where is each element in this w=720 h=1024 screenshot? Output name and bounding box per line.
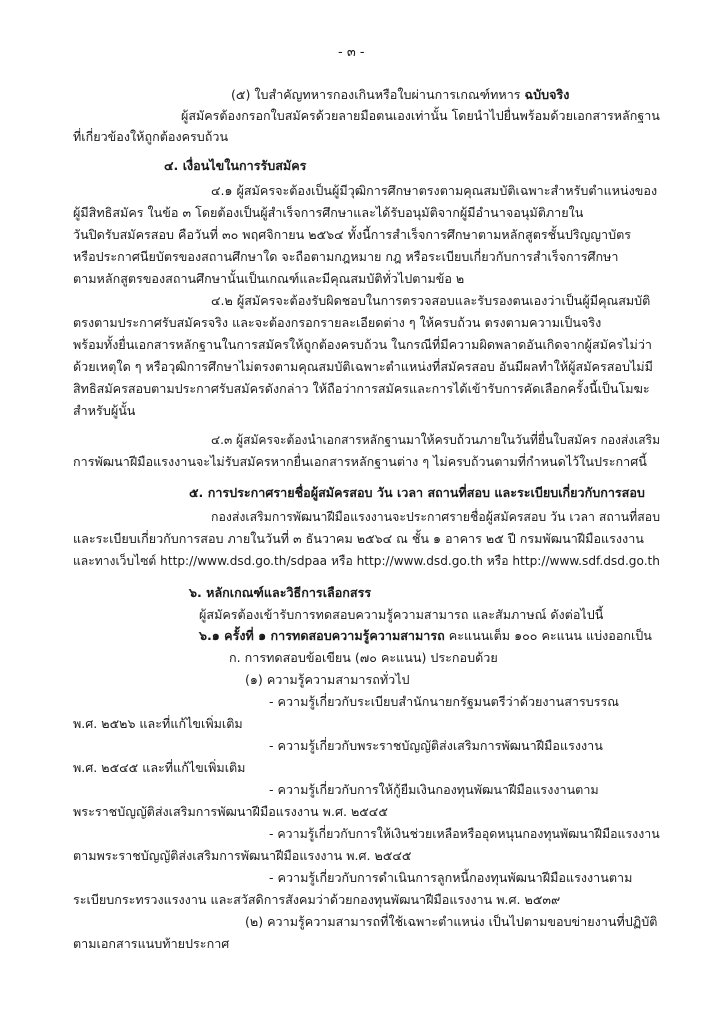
round-1 <box>199 627 652 645</box>
paragraph-line: วันปิดรับสมัครสอบ คือวันที่ ๓๐ พฤศจิกายน ๒๕๖๔ ทั้งนี้การสำเร็จการศึกษาตามหลักสูตรชั้นปริญญาบัตร <box>73 227 632 242</box>
paragraph-line: ด้วยเหตุใด ๆ หรือวุฒิการศึกษาไม่ตรงตามคุณสมบัติเฉพาะตำแหน่งที่สมัครสอบ อันมีผลทำให้ผู้สมัครสอบไม่มี <box>73 359 653 374</box>
section-5-heading: ๕. การประกาศรายชื่อผู้สมัครสอบ วัน เวลา สถานที่สอบ และระเบียบเกี่ยวกับการสอบ <box>189 485 645 500</box>
item-5-emphasis: ฉบับจริง <box>524 87 570 102</box>
paragraph-line: กองส่งเสริมการพัฒนาฝีมือแรงงานจะประกาศรายชื่อผู้สมัครสอบ วัน เวลา สถานที่สอบ <box>211 509 661 524</box>
topic-line: - ความรู้เกี่ยวกับพระราชบัญญัติส่งเสริมการพัฒนาฝีมือแรงงาน <box>269 738 603 753</box>
topic-line: - ความรู้เกี่ยวกับการดำเนินการลูกหนี้กองทุนพัฒนาฝีมือแรงงานตาม <box>269 870 633 885</box>
specific-knowledge: ตามเอกสารแนบท้ายประกาศ <box>73 936 230 951</box>
form-note-line: ที่เกี่ยวข้องให้ถูกต้องครบถ้วน <box>73 129 229 144</box>
topic-line: ระเบียบกระทรวงแรงงาน และสวัสดิการสังคมว่าด้วยกองทุนพัฒนาฝีมือแรงงาน พ.ศ. ๒๕๓๙ <box>73 892 561 907</box>
paragraph-line: ตรงตามประกาศรับสมัครจริง และจะต้องกรอกรายละเอียดต่าง ๆ ให้ครบถ้วน ตรงตามความเป็นจริง <box>73 315 602 330</box>
topic-line: ตามพระราชบัญญัติส่งเสริมการพัฒนาฝีมือแรงงาน พ.ศ. ๒๕๔๕ <box>73 848 412 863</box>
round-1-title: ๖.๑ ครั้งที่ ๑ การทดสอบความรู้ความสามารถ <box>199 628 445 643</box>
section-6-heading: ๖. หลักเกณฑ์และวิธีการเลือกสรร <box>189 585 372 600</box>
round-1-detail: คะแนนเต็ม ๑๐๐ คะแนน แบ่งออกเป็น <box>444 628 652 643</box>
paragraph-line: หรือประกาศนียบัตรของสถานศึกษาใด จะถือตามกฎหมาย กฎ หรือระเบียบเกี่ยวกับการสำเร็จการศึกษา <box>73 249 619 264</box>
section-4-heading: ๔. เงื่อนไขในการรับสมัคร <box>164 158 307 173</box>
topic-line: - ความรู้เกี่ยวกับการให้กู้ยืมเงินกองทุนพัฒนาฝีมือแรงงานตาม <box>269 782 599 797</box>
paragraph-line: พร้อมทั้งยื่นเอกสารหลักฐานในการสมัครให้ถูกต้องครบถ้วน ในกรณีที่มีความผิดพลาดอันเกิดจากผู้สมัครไม่ว่า <box>73 337 652 352</box>
general-knowledge: (๑) ความรู้ความสามารถทั่วไป <box>245 672 410 687</box>
section-6-intro: ผู้สมัครต้องเข้ารับการทดสอบความรู้ความสามารถ และสัมภาษณ์ ดังต่อไปนี้ <box>199 607 604 622</box>
page-number: - ๓ - <box>338 45 365 60</box>
topic-line: - ความรู้เกี่ยวกับระเบียบสำนักนายกรัฐมนตรีว่าด้วยงานสารบรรณ <box>269 694 619 709</box>
paragraph-line: ๔.๑ ผู้สมัครจะต้องเป็นผู้มีวุฒิการศึกษาตรงตามคุณสมบัติเฉพาะสำหรับตำแหน่งของ <box>211 183 658 198</box>
item-5 <box>231 86 569 104</box>
paragraph-line: ตามหลักสูตรของสถานศึกษานั้นเป็นเกณฑ์และมีคุณสมบัติทั่วไปตามข้อ ๒ <box>73 271 465 286</box>
paragraph-line: สิทธิสมัครสอบตามประกาศรับสมัครดังกล่าว ให้ถือว่าการสมัครและการได้เข้ารับการคัดเลือกครั้งนี้เป็นโมฆะ <box>73 381 650 396</box>
topic-line: - ความรู้เกี่ยวกับการให้เงินช่วยเหลือหรืออุดหนุนกองทุนพัฒนาฝีมือแรงงาน <box>269 826 660 841</box>
form-note-line: ผู้สมัครต้องกรอกใบสมัครด้วยลายมือตนเองเท่านั้น โดยนำไปยื่นพร้อมด้วยเอกสารหลักฐาน <box>181 108 660 123</box>
paragraph-line: สำหรับผู้นั้น <box>73 403 136 418</box>
paragraph-line: ผู้มีสิทธิสมัคร ในข้อ ๓ โดยต้องเป็นผู้สำเร็จการศึกษาและได้รับอนุมัติจากผู้มีอำนาจอนุมัติภายใน <box>73 205 584 220</box>
paragraph-line: ๔.๓ ผู้สมัครจะต้องนำเอกสารหลักฐานมาให้ครบถ้วนภายในวันที่ยื่นใบสมัคร กองส่งเสริม <box>211 432 661 447</box>
specific-knowledge: (๒) ความรู้ความสามารถที่ใช้เฉพาะตำแหน่ง เป็นไปตามขอบข่ายงานที่ปฏิบัติ <box>245 914 658 929</box>
topic-line: พ.ศ. ๒๕๔๕ และที่แก้ไขเพิ่มเติม <box>73 760 246 775</box>
topic-line: พระราชบัญญัติส่งเสริมการพัฒนาฝีมือแรงงาน พ.ศ. ๒๕๔๕ <box>73 804 388 819</box>
item-5-text: (๕) ใบสำคัญทหารกองเกินหรือใบผ่านการเกณฑ์ทหาร <box>231 87 525 102</box>
paragraph-line: และทางเว็บไซต์ http://www.dsd.go.th/sdpaa หรือ http://www.dsd.go.th หรือ http://www.sdf.dsd.go.th <box>73 553 660 568</box>
paragraph-line: ๔.๒ ผู้สมัครจะต้องรับผิดชอบในการตรวจสอบและรับรองตนเองว่าเป็นผู้มีคุณสมบัติ <box>211 293 651 308</box>
paragraph-line: และระเบียบเกี่ยวกับการสอบ ภายในวันที่ ๓ ธันวาคม ๒๕๖๔ ณ ชั้น ๑ อาคาร ๒๕ ปี กรมพัฒนาฝีมือแรงงาน <box>73 531 644 546</box>
topic-line: พ.ศ. ๒๕๒๖ และที่แก้ไขเพิ่มเติม <box>73 716 243 731</box>
paragraph-line: การพัฒนาฝีมือแรงงานจะไม่รับสมัครหากยื่นเอกสารหลักฐานต่าง ๆ ไม่ครบถ้วนตามที่กำหนดไว้ในประกาศนี้ <box>73 454 647 469</box>
written-test: ก. การทดสอบข้อเขียน (๗๐ คะแนน) ประกอบด้วย <box>229 650 498 665</box>
